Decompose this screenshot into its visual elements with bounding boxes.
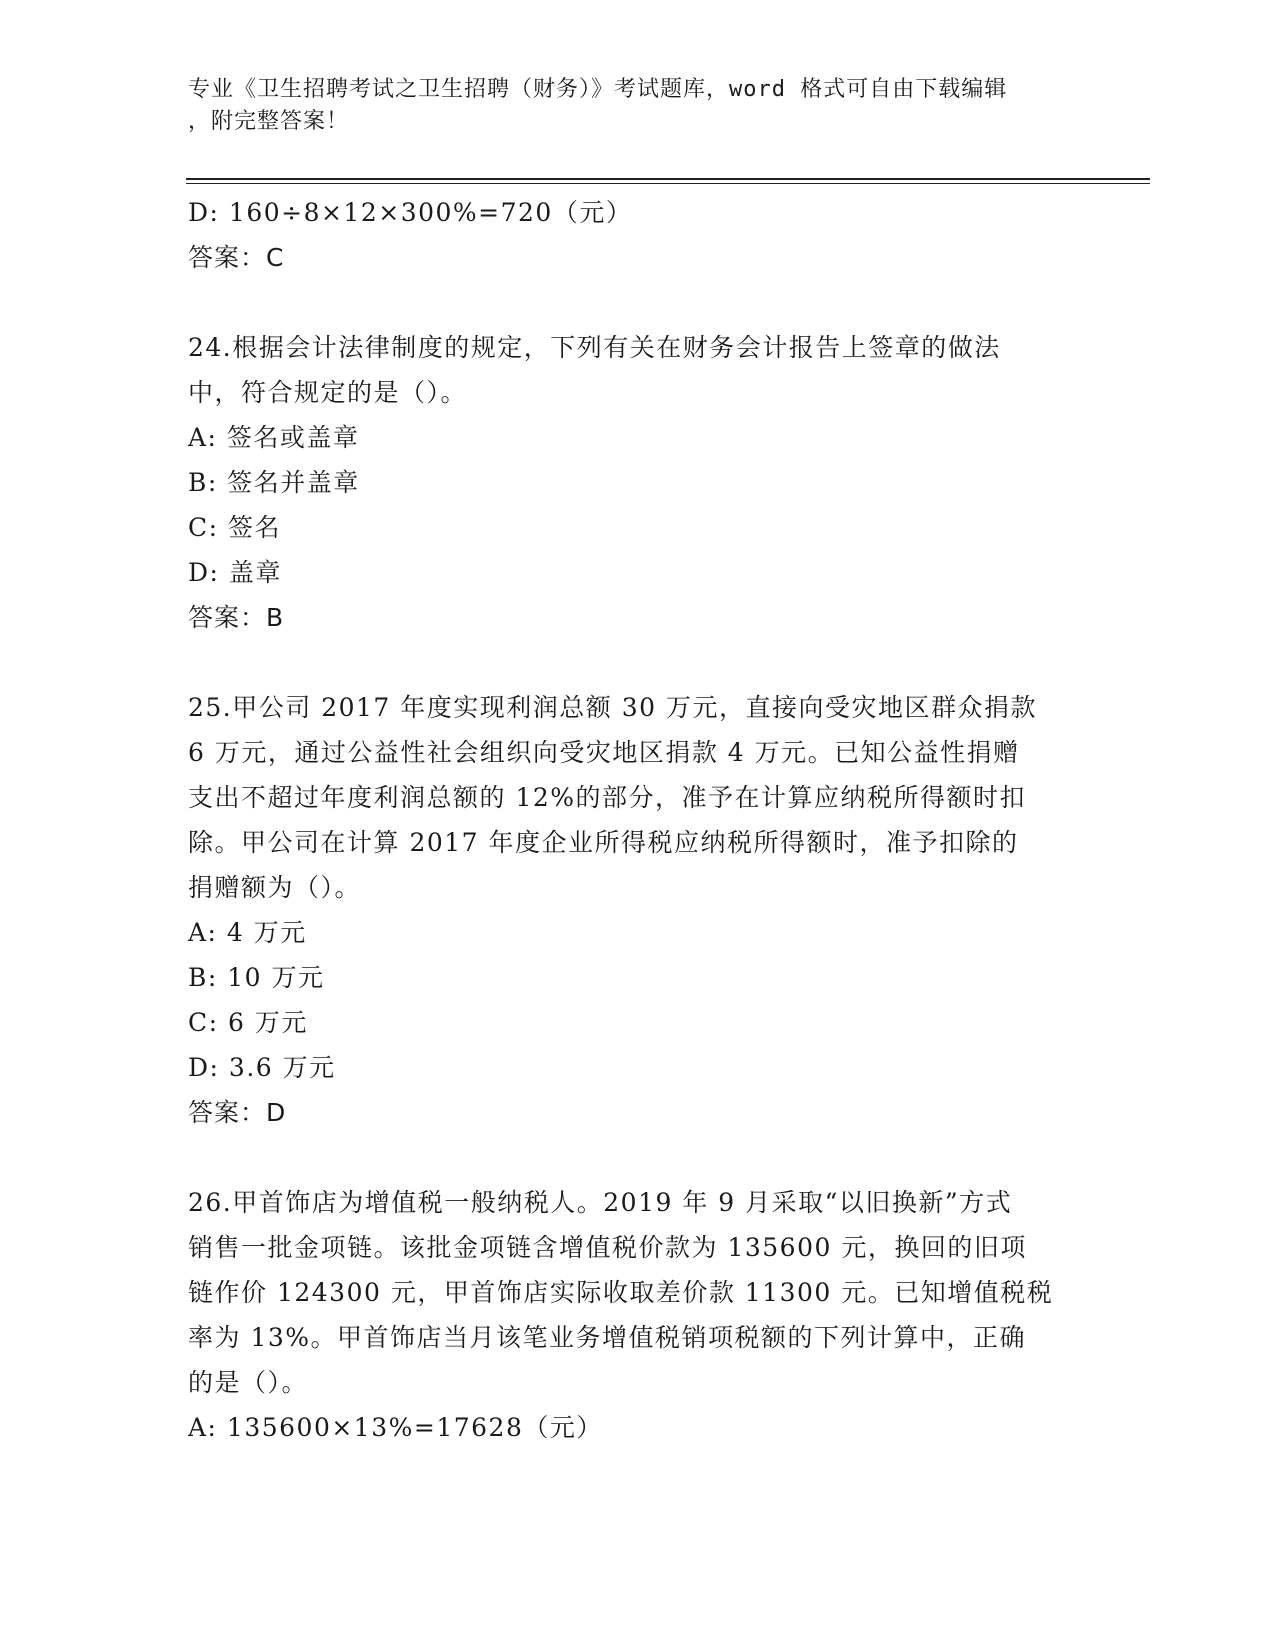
option-c: C: 6 万元 bbox=[188, 1008, 308, 1037]
header-divider bbox=[186, 178, 1150, 184]
question-stem-line: 26.甲首饰店为增值税一般纳税人。2019 年 9 月采取“以旧换新”方式 bbox=[188, 1188, 1013, 1217]
question-stem-line: 捐赠额为（）。 bbox=[188, 873, 362, 902]
question-stem-line: 24.根据会计法律制度的规定，下列有关在财务会计报告上签章的做法 bbox=[188, 333, 1001, 362]
option-d: D: 盖章 bbox=[188, 558, 282, 587]
question-stem-line: 链作价 124300 元，甲首饰店实际收取差价款 11300 元。已知增值税税 bbox=[188, 1278, 1054, 1307]
option-c: C: 签名 bbox=[188, 513, 281, 542]
question-stem-line: 6 万元，通过公益性社会组织向受灾地区捐款 4 万元。已知公益性捐赠 bbox=[188, 738, 1020, 767]
option-b: B: 10 万元 bbox=[188, 963, 325, 992]
question-stem-line: 的是（）。 bbox=[188, 1368, 309, 1397]
answer: 答案：D bbox=[188, 1098, 287, 1127]
option-d: D: 3.6 万元 bbox=[188, 1053, 336, 1082]
question-stem-line: 中，符合规定的是（）。 bbox=[188, 378, 468, 407]
question-stem-line: 25.甲公司 2017 年度实现利润总额 30 万元，直接向受灾地区群众捐款 bbox=[188, 693, 1037, 722]
question-24 bbox=[188, 325, 1088, 640]
question-stem-line: 除。甲公司在计算 2017 年度企业所得税应纳税所得额时，准予扣除的 bbox=[188, 828, 1019, 857]
option-a: A: 135600×13%=17628（元） bbox=[188, 1413, 603, 1442]
question-stem-line: 率为 13%。甲首饰店当月该笔业务增值税销项税额的下列计算中，正确 bbox=[188, 1323, 1027, 1352]
prev-answer: 答案：C bbox=[188, 243, 285, 272]
answer: 答案：B bbox=[188, 603, 285, 632]
option-b: B: 签名并盖章 bbox=[188, 468, 360, 497]
question-stem-line: 销售一批金项链。该批金项链含增值税价款为 135600 元，换回的旧项 bbox=[188, 1233, 1027, 1262]
header-line-2: ，附完整答案！ bbox=[188, 109, 350, 134]
prev-option-d: D: 160÷8×12×300%=720（元） bbox=[188, 198, 633, 227]
question-stem-line: 支出不超过年度利润总额的 12%的部分，准予在计算应纳税所得额时扣 bbox=[188, 783, 1027, 812]
option-a: A: 签名或盖章 bbox=[188, 423, 360, 452]
header-line-1: 专业《卫生招聘考试之卫生招聘（财务）》考试题库，word 格式可自由下载编辑 bbox=[188, 77, 1008, 102]
document-body bbox=[188, 190, 1088, 1450]
question-26 bbox=[188, 1180, 1088, 1450]
option-a: A: 4 万元 bbox=[188, 918, 307, 947]
page-header bbox=[188, 74, 1068, 138]
question-25 bbox=[188, 685, 1088, 1135]
